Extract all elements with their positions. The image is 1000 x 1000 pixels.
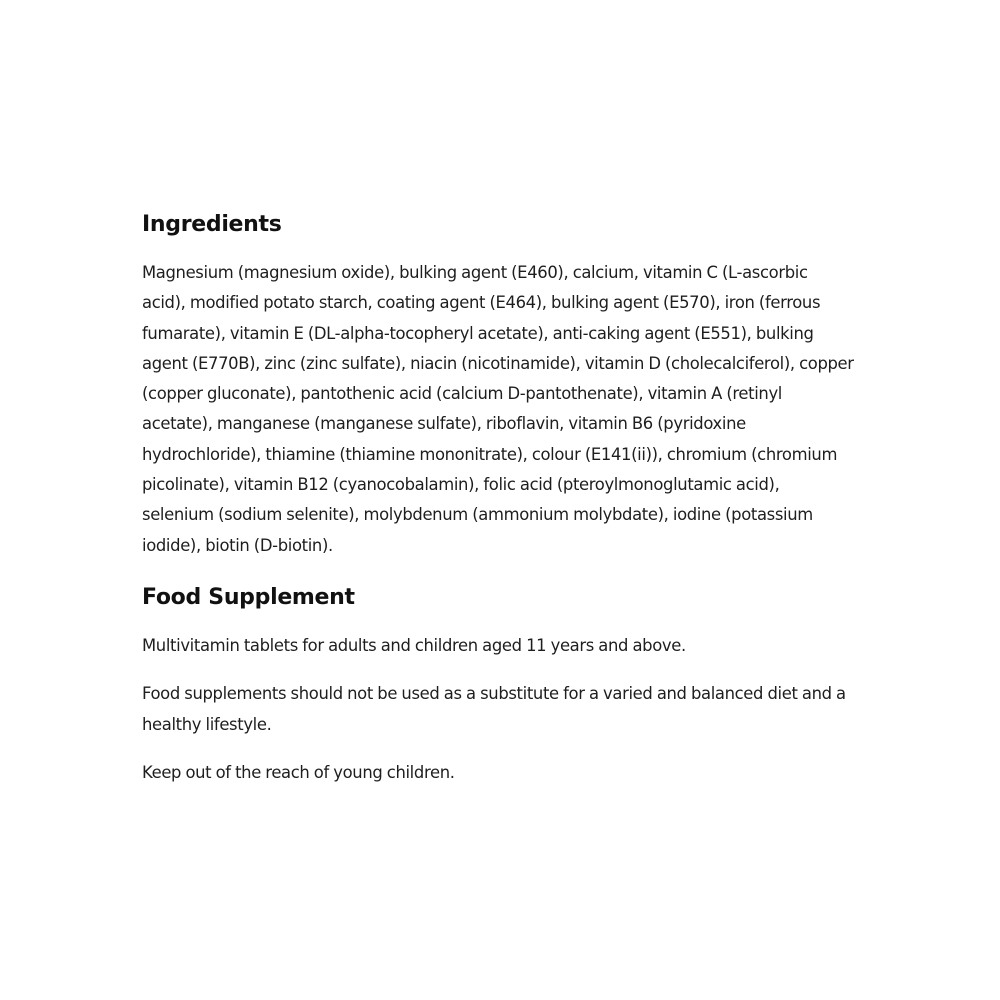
supplement-warning: Keep out of the reach of young children. [142, 762, 455, 782]
supplement-description: Multivitamin tablets for adults and children aged 11 years and above. [142, 635, 686, 655]
supplement-advice: Food supplements should not be used as a substitute for a varied and balanced diet and a healthy lifestyle. [142, 684, 846, 734]
ingredients-text: Magnesium (magnesium oxide), bulking agent (E460), calcium, vitamin C (L-ascorbic acid), modified potato starch, coating agent (E464), bulking agent (E570), iron (ferrous fumarate), vitamin E (DL-alpha-tocopheryl acetate), anti-caking agent (E551), bulking agent (E770B), zinc (zinc sulfate), niacin (nicotinamide), vitamin D (cholecalciferol), copper (copper gluconate), pantothenic acid (calcium D-pantothenate), vitamin A (retinyl acetate), manganese (manganese sulfate), riboflavin, vitamin B6 (pyridoxine hydrochloride), thiamine (thiamine mononitrate), colour (E141(ii)), chromium (chromium picolinate), vitamin B12 (cyanocobalamin), folic acid (pteroylmonoglutamic acid), selenium (sodium selenite), molybdenum (ammonium molybdate), iodine (potassium iodide), biotin (D-biotin). [142, 263, 854, 555]
food-supplement-heading: Food Supplement [142, 584, 355, 610]
ingredients-heading: Ingredients [142, 212, 282, 237]
product-info-content [142, 208, 854, 788]
